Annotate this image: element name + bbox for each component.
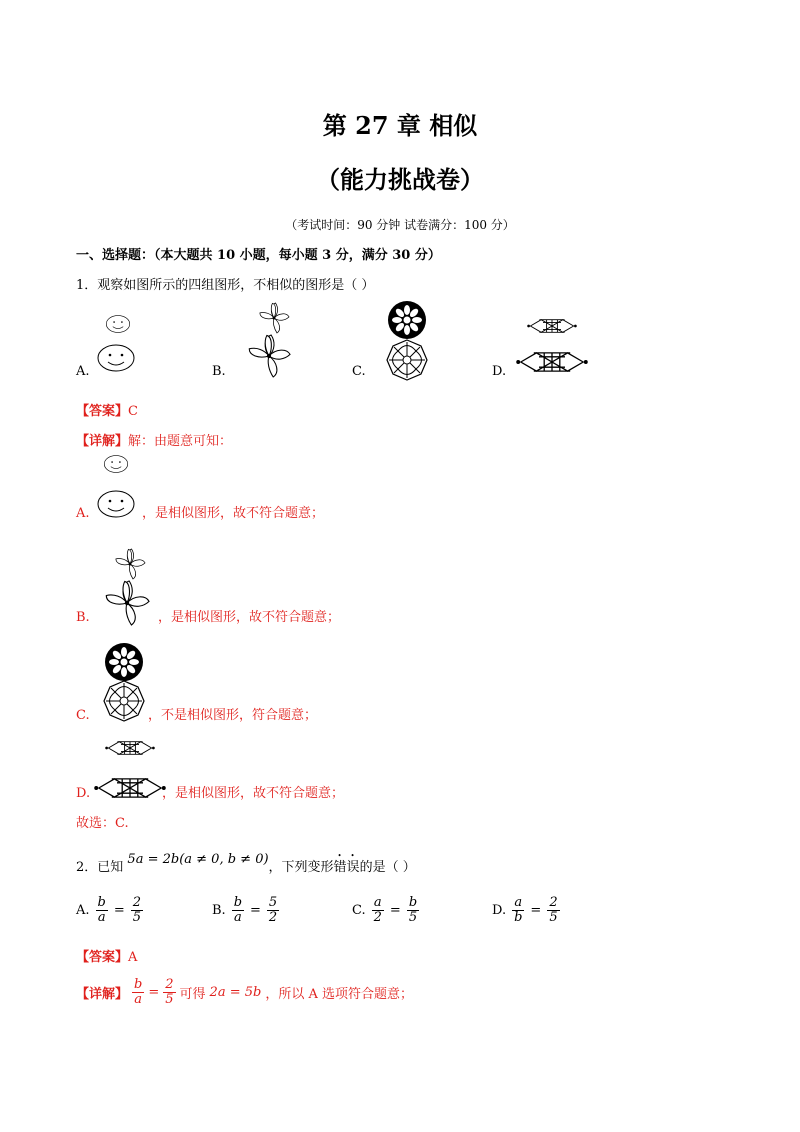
q2-detail: 【详解】 $\frac{b}{a}$ = $\frac{2}{5}$ 可得 2a = 5b ，所以 A 选项符合题意； (76, 977, 413, 1007)
denominator: 5 (549, 910, 558, 925)
q2-option-c: C. $\frac{a}{2}$ = $\frac{b}{5}$ (352, 895, 418, 925)
explain-b-label: B. (76, 610, 90, 625)
answer-tag: 【答案】 (76, 404, 129, 419)
explain-c-label: C. (76, 708, 90, 723)
denominator: 2 (373, 910, 382, 925)
explain-b-small-flower (108, 546, 152, 582)
option-a-large-smiley (92, 340, 142, 376)
numerator: 2 (549, 895, 558, 910)
explain-b-text: ，是相似图形，故不符合题意； (158, 610, 341, 625)
option-a-small-smiley (100, 312, 140, 338)
option-b-large-flower (240, 334, 298, 378)
option-b-small-flower (252, 300, 296, 336)
fraction (372, 896, 384, 925)
q1-detail (76, 430, 232, 449)
exam-info: （考试时间：90 分钟 试卷满分：100 分） (285, 218, 515, 232)
option-c-label: C. (352, 364, 366, 379)
explain-a-large-smiley (92, 486, 142, 522)
numerator: a (514, 895, 523, 910)
option-b-label: B. (212, 364, 226, 379)
explain-c-text: ，不是相似图形，符合题意； (148, 708, 318, 723)
explain-c-dark-rosette (102, 642, 146, 682)
detail-tag: 【详解】 (76, 434, 129, 449)
detail-tag: 【详解】 (76, 987, 129, 1002)
page-subtitle: （能力挑战卷） (316, 165, 484, 194)
q2-option-a: A. $\frac{b}{a}$ = $\frac{2}{5}$ (76, 895, 142, 925)
q1-conclusion: 故选：C. (76, 816, 129, 831)
explain-a-label: A. (76, 506, 90, 521)
denominator: 5 (165, 992, 174, 1007)
explain-b-large-flower (96, 580, 158, 626)
option-a-label: A. (76, 364, 90, 379)
answer-tag: 【答案】 (76, 950, 129, 965)
fraction (232, 896, 244, 925)
numerator: b (408, 895, 418, 910)
denominator: 2 (268, 910, 278, 925)
q2-condition: 5a = 2b(a ≠ 0, b ≠ 0) (127, 852, 269, 867)
detail-mid: 可得 (179, 987, 206, 1002)
fraction (163, 978, 175, 1007)
q2-suffix: ，下列变形 (268, 860, 334, 875)
fraction (267, 896, 279, 925)
q2-option-b: B. $\frac{b}{a}$ = $\frac{5}{2}$ (212, 895, 278, 925)
option-d-label: D. (492, 364, 507, 379)
option-d-small-knot (522, 316, 582, 336)
q2-option-b-label: B. (212, 903, 226, 918)
section-heading: 一、选择题：（本大题共 10 小题，每小题 3 分，满分 30 分） (76, 248, 441, 263)
denominator: a (97, 910, 106, 925)
option-c-dark-rosette (385, 302, 429, 340)
numerator: a (373, 895, 382, 910)
option-d-large-knot (512, 350, 592, 376)
fraction (132, 978, 144, 1007)
detail-end: ，所以 A 选项符合题意； (265, 987, 413, 1002)
q2-suffix-after: 的是（ ） (359, 860, 416, 875)
answer-value: C (128, 404, 138, 419)
explain-c-light-rosette (100, 680, 148, 724)
numerator: b (97, 895, 106, 910)
numerator: 5 (268, 895, 278, 910)
denominator: 5 (408, 910, 418, 925)
explain-d-small-knot (100, 738, 160, 758)
q2-answer (76, 946, 137, 965)
numerator: 2 (132, 895, 142, 910)
denominator: a (134, 992, 143, 1007)
option-c-light-rosette (383, 340, 431, 382)
q2-option-d-label: D. (492, 903, 507, 918)
numerator: 2 (165, 977, 174, 992)
denominator: b (514, 910, 523, 925)
fraction (547, 896, 559, 925)
question-1-stem: 1．观察如图所示的四组图形，不相似的图形是（ ） (76, 278, 375, 293)
detail-intro: 解：由题意可知： (128, 434, 233, 449)
explain-d-text: ，是相似图形，故不符合题意； (162, 786, 345, 801)
numerator: b (134, 977, 143, 992)
q2-emphasis: 错误 (333, 860, 360, 875)
q2-option-d: D. $\frac{a}{b}$ = $\frac{2}{5}$ (492, 895, 558, 925)
detail-equation: 2a = 5b (209, 985, 262, 1000)
page-title: 第 27 章 相似 (322, 111, 478, 140)
numerator: b (233, 895, 243, 910)
q2-option-c-label: C. (352, 903, 366, 918)
explain-a-small-smiley (98, 452, 138, 478)
fraction (131, 896, 143, 925)
explain-a-text: ，是相似图形，故不符合题意； (142, 506, 325, 521)
explain-d-label: D. (76, 786, 91, 801)
q2-prefix: 2．已知 (76, 860, 124, 875)
fraction (96, 896, 108, 925)
question-2-stem (76, 852, 416, 875)
answer-value: A (128, 950, 138, 965)
q1-answer (76, 400, 138, 419)
denominator: a (233, 910, 242, 925)
q2-option-a-label: A. (76, 903, 90, 918)
fraction (407, 896, 419, 925)
fraction (512, 896, 524, 925)
denominator: 5 (132, 910, 142, 925)
